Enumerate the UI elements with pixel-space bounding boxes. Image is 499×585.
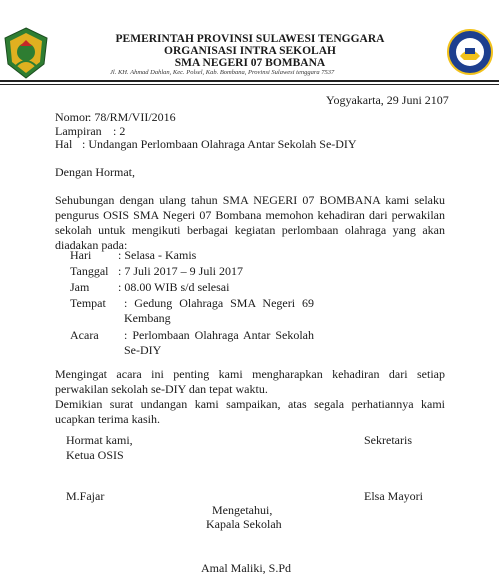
letterhead-address: Jl. KH. Ahmad Dahlan, Kec. Polsel, Kab. Bombana, Provinsi Sulawesi tenggara 7537 bbox=[110, 69, 335, 76]
chairman-name: M.Fajar bbox=[66, 489, 105, 503]
approval-label: Mengetahui, bbox=[212, 503, 273, 517]
detail-value-tanggal: : 7 Juli 2017 – 9 Juli 2017 bbox=[118, 264, 244, 278]
detail-label-hari: Hari bbox=[70, 248, 92, 262]
osis-logo bbox=[446, 28, 494, 76]
secretary-title: Sekretaris bbox=[364, 433, 412, 447]
detail-label-tanggal: Tanggal bbox=[70, 264, 109, 278]
detail-label-tempat: Tempat bbox=[70, 296, 106, 310]
closing-paragraph: Demikian surat undangan kami sampaikan, atas segala perhatiannya kami ucapkan terima kasih. bbox=[55, 397, 445, 426]
closing-salutation: Hormat kami, bbox=[66, 433, 133, 447]
header-divider-thick bbox=[0, 80, 499, 82]
detail-label-acara: Acara bbox=[70, 328, 99, 342]
letterhead-line-1: PEMERINTAH PROVINSI SULAWESI TENGGARA bbox=[115, 33, 385, 45]
chairman-title: Ketua OSIS bbox=[66, 448, 124, 462]
letterhead-line-2: ORGANISASI INTRA SEKOLAH bbox=[164, 45, 336, 57]
detail-label-jam: Jam bbox=[70, 280, 90, 294]
opening-paragraph: Sehubungan dengan ulang tahun SMA NEGERI 07 BOMBANA kami selaku pengurus OSIS SMA Negeri 07 Bombana memohon kehadiran dari perwakilan sekolah untuk mengikuti berbagai kegiatan perlombaan olahraga yang akan diadakan pada: bbox=[55, 193, 445, 252]
letterhead-line-3: SMA NEGERI 07 BOMBANA bbox=[174, 57, 326, 69]
principal-title: Kapala Sekolah bbox=[206, 517, 282, 531]
lampiran-value: : 2 bbox=[113, 124, 126, 138]
nomor-value: : 78/RM/VII/2016 bbox=[88, 110, 176, 124]
header-divider-thin bbox=[0, 84, 499, 85]
detail-value-acara: : Perlombaan Olahraga Antar Sekolah Se-DIY bbox=[124, 328, 314, 357]
principal-name: Amal Maliki, S.Pd bbox=[201, 561, 292, 575]
province-emblem-logo bbox=[2, 26, 50, 80]
lampiran-label: Lampiran bbox=[55, 124, 102, 138]
nomor-label: Nomor bbox=[55, 110, 89, 124]
detail-value-jam: : 08.00 WIB s/d selesai bbox=[118, 280, 230, 294]
detail-value-hari: : Selasa - Kamis bbox=[118, 248, 197, 262]
detail-value-tempat: : Gedung Olahraga SMA Negeri 69 Kembang bbox=[124, 296, 314, 325]
hal-label: Hal bbox=[55, 137, 73, 151]
secretary-name: Elsa Mayori bbox=[364, 489, 423, 503]
hal-value: : Undangan Perlombaan Olahraga Antar Sekolah Se-DIY bbox=[82, 137, 357, 151]
greeting: Dengan Hormat, bbox=[55, 165, 135, 179]
importance-paragraph: Mengingat acara ini penting kami mengharapkan kehadiran dari setiap perwakilan sekolah se-DIY dan tepat waktu. bbox=[55, 367, 445, 396]
letter-date: Yogyakarta, 29 Juni 2107 bbox=[326, 93, 449, 107]
